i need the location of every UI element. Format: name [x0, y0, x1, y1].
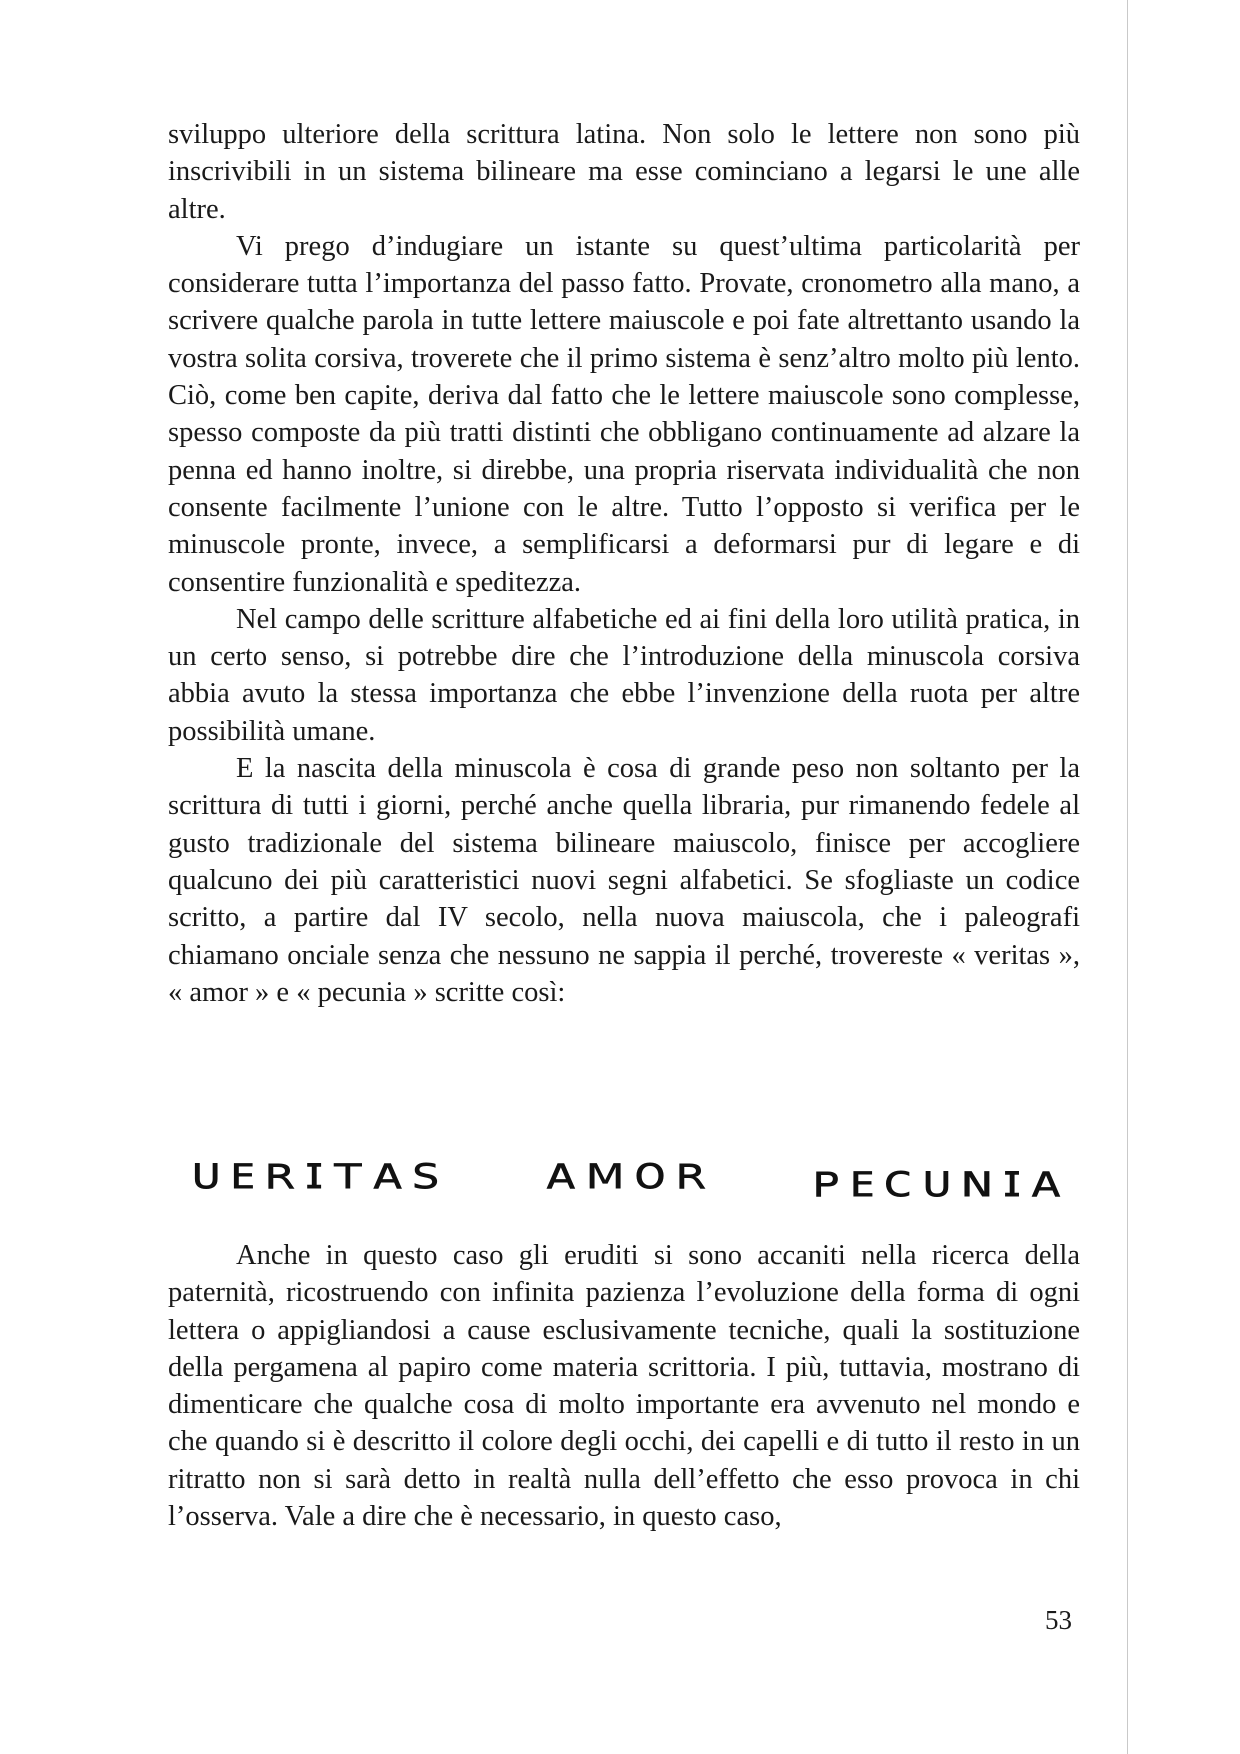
uncial-word-pecunia: ᴘᴇᴄᴜɴɪᴀ: [812, 1153, 1070, 1208]
uncial-word-veritas: ᴜᴇʀɪᴛᴀs: [190, 1145, 448, 1200]
page-edge-line: [1127, 0, 1128, 1754]
paragraph-wheel-comparison: Nel campo delle scritture alfabetiche ed ai fini della loro utilità pratica, in un certo senso, si potrebbe dire che l’introduzione della minuscola corsiva abbia avuto la stessa importanza che ebbe l’invenzione della ruota per altre possibilità umane.: [168, 603, 1080, 747]
paragraph-uncial-intro: E la nascita della minuscola è cosa di grande peso non soltanto per la scrittura di tutti i giorni, perché anche quella libraria, pur rimanendo fedele al gusto tradizionale del sistema bilineare maiuscolo, finisce per accogliere qualcuno dei più caratteristici nuovi segni alfabetici. Se sfogliaste un codice scritto, a partire dal IV secolo, nella nuova maiuscola, che i paleografi chiamano onciale senza che nessuno ne sappia il perché, trovereste « veritas », « amor » e « pecunia » scritte così:: [168, 753, 1080, 1008]
body-text-bottom: [168, 1237, 1080, 1535]
paragraph-continuation: sviluppo ulteriore della scrittura latina. Non solo le lettere non sono più inscrivibili in un sistema bilineare ma esse cominciano a legarsi le une alle altre.: [168, 119, 1080, 225]
paragraph-cursive-speed: Vi prego d’indugiare un istante su quest’ultima particolarità per considerare tutta l’importanza del passo fatto. Provate, cronometro alla mano, a scrivere qualche parola in tutte lettere maiuscole e poi fate altrettanto usando la vostra solita corsiva, troverete che il primo sistema è senz’altro molto più lento. Ciò, come ben capite, deriva dal fatto che le lettere maiuscole sono complesse, spesso composte da più tratti distinti che obbligano continuamente ad alzare la penna ed hanno inoltre, si direbbe, una propria riservata individualità che non consente facilmente l’unione con le altre. Tutto l’opposto si verifica per le minuscole pronte, invece, a semplificarsi a deformarsi pur di legare e di consentire funzionalità e speditezza.: [168, 230, 1080, 598]
body-text-top: [168, 116, 1080, 1011]
uncial-word-amor: ᴀᴍᴏʀ: [544, 1145, 716, 1200]
uncial-script-sample: [190, 1138, 1070, 1218]
page-number: 53: [1045, 1605, 1072, 1635]
paragraph-paternity: Anche in questo caso gli eruditi si sono accaniti nella ricerca della paternità, ricostruendo con infinita pazienza l’evoluzione della forma di ogni lettera o appigliandosi a cause esclusivamente tecniche, quali la sostituzione della pergamena al papiro come materia scrittoria. I più, tuttavia, mostrano di dimenticare che qualche cosa di molto importante era avvenuto nel mondo e che quando si è descritto il colore degli occhi, dei capelli e di tutto il resto in un ritratto non si sarà detto in realtà nulla dell’effetto che esso provoca in chi l’osserva. Vale a dire che è necessario, in questo caso,: [168, 1240, 1080, 1533]
